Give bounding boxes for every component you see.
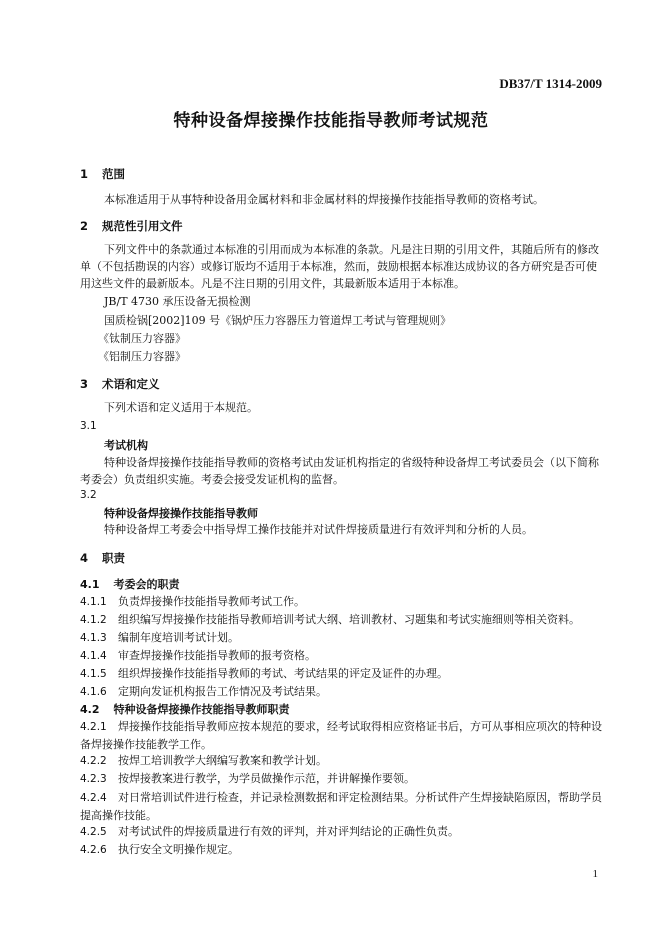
term-number: 3.2 [80,489,97,501]
clause-number: 4.1.4 [80,650,107,662]
subsection-number: 4.2 [80,703,100,716]
page-number: 1 [592,868,598,880]
clause-text: 负责焊接操作技能指导教师考试工作。 [118,595,305,608]
reference-item: 国质检锅[2002]109 号《锅炉压力容器压力管道焊工考试与管理规则》 [104,314,452,327]
clause-item [80,842,239,858]
section-number: 3 [80,377,89,391]
clause-item [80,630,239,646]
subsection-title: 特种设备焊接操作技能指导教师职责 [113,703,290,716]
clause-text: 按焊接教案进行教学，为学员做操作示范，并讲解操作要领。 [118,772,415,785]
clause-item [80,666,448,682]
clause-text: 编制年度培训考试计划。 [118,631,239,644]
subsection-4-2-heading [80,701,290,717]
clause-number: 4.1.3 [80,632,107,644]
clause-text: 组织编写焊接操作技能指导教师培训考试大纲、培训教材、习题集和考试实施细则等相关资料。 [118,613,580,626]
term-name: 考试机构 [104,439,148,452]
clause-number: 4.2.6 [80,844,107,856]
reference-item: 《钛制压力容器》 [98,332,186,345]
page-title: 特种设备焊接操作技能指导教师考试规范 [173,111,489,131]
clause-number: 4.1.1 [80,596,107,608]
subsection-number: 4.1 [80,578,100,591]
section-title: 规范性引用文件 [102,219,183,233]
clause-text: 组织焊接操作技能指导教师的考试、考试结果的评定及证件的办理。 [118,667,448,680]
section-3-heading [80,376,160,392]
clause-item [80,648,316,664]
clause-number: 4.2.3 [80,773,107,785]
section-1-text: 本标准适用于从事特种设备用金属材料和非金属材料的焊接操作技能指导教师的资格考试。 [104,193,544,206]
section-title: 职责 [102,551,126,565]
term-definition: 特种设备焊接操作技能指导教师的资格考试由发证机构指定的省级特种设备焊工考试委员会（以下简称考委会）负责组织实施。考委会接受发证机构的监督。 [80,456,599,486]
clause-item [80,789,602,824]
term-definition: 特种设备焊工考委会中指导焊工操作技能并对试件焊接质量进行有效评判和分析的人员。 [104,523,533,536]
section-1-heading [80,166,125,182]
clause-number: 4.2.4 [80,792,107,804]
clause-text: 执行安全文明操作规定。 [118,843,239,856]
clause-item [80,824,459,840]
section-title: 范围 [102,167,126,181]
reference-item: JB/T 4730 承压设备无损检测 [104,295,251,308]
section-number: 2 [80,219,89,233]
section-2-heading [80,218,183,234]
clause-number: 4.1.6 [80,686,107,698]
clause-number: 4.2.5 [80,826,107,838]
clause-text: 按焊工培训教学大纲编写教案和教学计划。 [118,754,327,767]
section-4-heading [80,550,125,566]
section-number: 4 [80,551,89,565]
clause-number: 4.1.5 [80,668,107,680]
section-2-text: 下列文件中的条款通过本标准的引用而成为本标准的条款。凡是注日期的引用文件，其随后所有的修改单（不包括勘误的内容）或修订版均不适用于本标准，然而，鼓励根据本标准达成协议的各方研究是否可使用这些文件的最新版本。凡是不注日期的引用文件，其最新版本适用于本标准。 [80,243,599,290]
clause-item [80,612,580,628]
section-number: 1 [80,167,89,181]
clause-text: 审查焊接操作技能指导教师的报考资格。 [118,649,316,662]
section-3-intro: 下列术语和定义适用于本规范。 [104,401,258,414]
clause-item [80,753,327,769]
subsection-4-1-heading [80,576,180,592]
clause-number: 4.1.2 [80,614,107,626]
clause-item [80,594,305,610]
clause-item [80,684,327,700]
section-title: 术语和定义 [102,377,160,391]
term-number: 3.1 [80,420,97,432]
clause-item [80,718,602,753]
clause-text: 定期向发证机构报告工作情况及考试结果。 [118,685,327,698]
clause-text: 对考试试件的焊接质量进行有效的评判，并对评判结论的正确性负责。 [118,825,459,838]
clause-number: 4.2.1 [80,721,107,733]
term-name: 特种设备焊接操作技能指导教师 [104,507,258,520]
reference-item: 《铝制压力容器》 [98,350,186,363]
clause-number: 4.2.2 [80,755,107,767]
clause-text: 焊接操作技能指导教师应按本规范的要求，经考试取得相应资格证书后，方可从事相应项次的特种设备焊接操作技能教学工作。 [80,720,602,751]
subsection-title: 考委会的职责 [113,578,180,591]
document-code: DB37/T 1314-2009 [499,76,602,91]
clause-text: 对日常培训试件进行检查，并记录检测数据和评定检测结果。分析试件产生焊接缺陷原因，帮助学员提高操作技能。 [80,791,602,822]
clause-item [80,771,415,787]
